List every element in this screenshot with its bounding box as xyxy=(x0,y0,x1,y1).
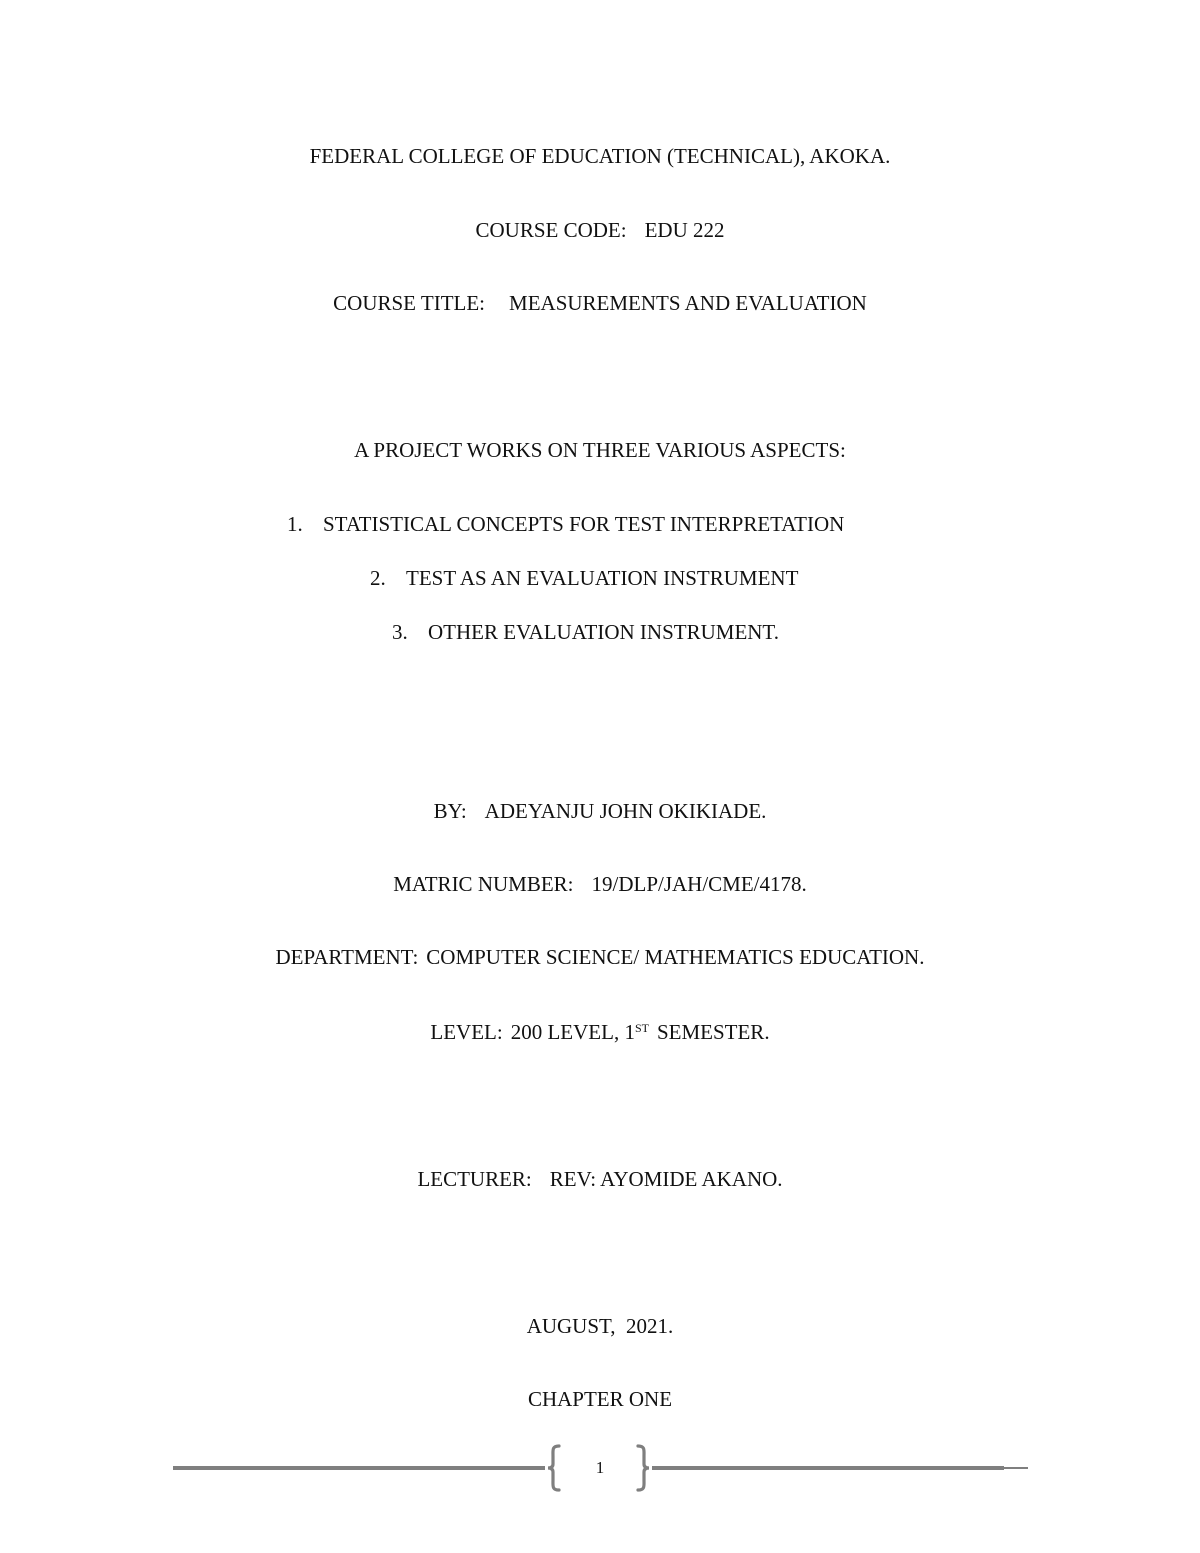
aspect-text: TEST AS AN EVALUATION INSTRUMENT xyxy=(406,566,799,590)
institution-heading: FEDERAL COLLEGE OF EDUCATION (TECHNICAL), AKOKA. xyxy=(309,144,891,168)
course-title-value: MEASUREMENTS AND EVALUATION xyxy=(509,291,867,315)
aspect-text: OTHER EVALUATION INSTRUMENT. xyxy=(428,620,779,644)
department-line xyxy=(0,944,1200,970)
level-ordinal: ST xyxy=(634,1021,649,1035)
aspect-number: 2. xyxy=(370,566,386,590)
level-label: LEVEL: xyxy=(430,1020,503,1044)
aspect-item xyxy=(287,511,844,537)
matric-label: MATRIC NUMBER: xyxy=(393,872,574,896)
left-brace-icon xyxy=(547,1444,561,1492)
aspect-number: 1. xyxy=(287,512,303,536)
department-label: DEPARTMENT: xyxy=(275,945,419,969)
footer-rule-right xyxy=(652,1466,1004,1470)
course-code-value: EDU 222 xyxy=(644,218,725,242)
aspect-number: 3. xyxy=(392,620,408,644)
lecturer-line xyxy=(0,1166,1200,1192)
by-label: BY: xyxy=(433,799,467,823)
project-intro: A PROJECT WORKS ON THREE VARIOUS ASPECTS: xyxy=(354,438,846,462)
course-code-label: COURSE CODE: xyxy=(475,218,627,242)
chapter-heading: CHAPTER ONE xyxy=(527,1387,673,1411)
aspect-text: STATISTICAL CONCEPTS FOR TEST INTERPRETATION xyxy=(323,512,845,536)
aspect-item xyxy=(392,619,779,645)
lecturer-name: REV: AYOMIDE AKANO. xyxy=(549,1167,783,1191)
date-line: AUGUST, 2021. xyxy=(526,1314,674,1338)
course-title-label: COURSE TITLE: xyxy=(333,291,486,315)
footer-rule-tail xyxy=(1004,1467,1028,1469)
right-brace-icon xyxy=(636,1444,650,1492)
aspect-item xyxy=(370,565,798,591)
level-semester: SEMESTER. xyxy=(656,1020,770,1044)
footer-rule-left xyxy=(173,1466,545,1470)
course-code-line xyxy=(0,217,1200,243)
department-value: COMPUTER SCIENCE/ MATHEMATICS EDUCATION. xyxy=(426,945,925,969)
course-title-line xyxy=(0,290,1200,316)
level-value: 200 LEVEL, 1 xyxy=(510,1020,635,1044)
lecturer-label: LECTURER: xyxy=(417,1167,532,1191)
author-name: ADEYANJU JOHN OKIKIADE. xyxy=(484,799,767,823)
matric-number: 19/DLP/JAH/CME/4178. xyxy=(591,872,807,896)
page-number: 1 xyxy=(595,1458,605,1477)
author-line xyxy=(0,798,1200,824)
matric-line xyxy=(0,871,1200,897)
level-line xyxy=(0,1019,1200,1045)
